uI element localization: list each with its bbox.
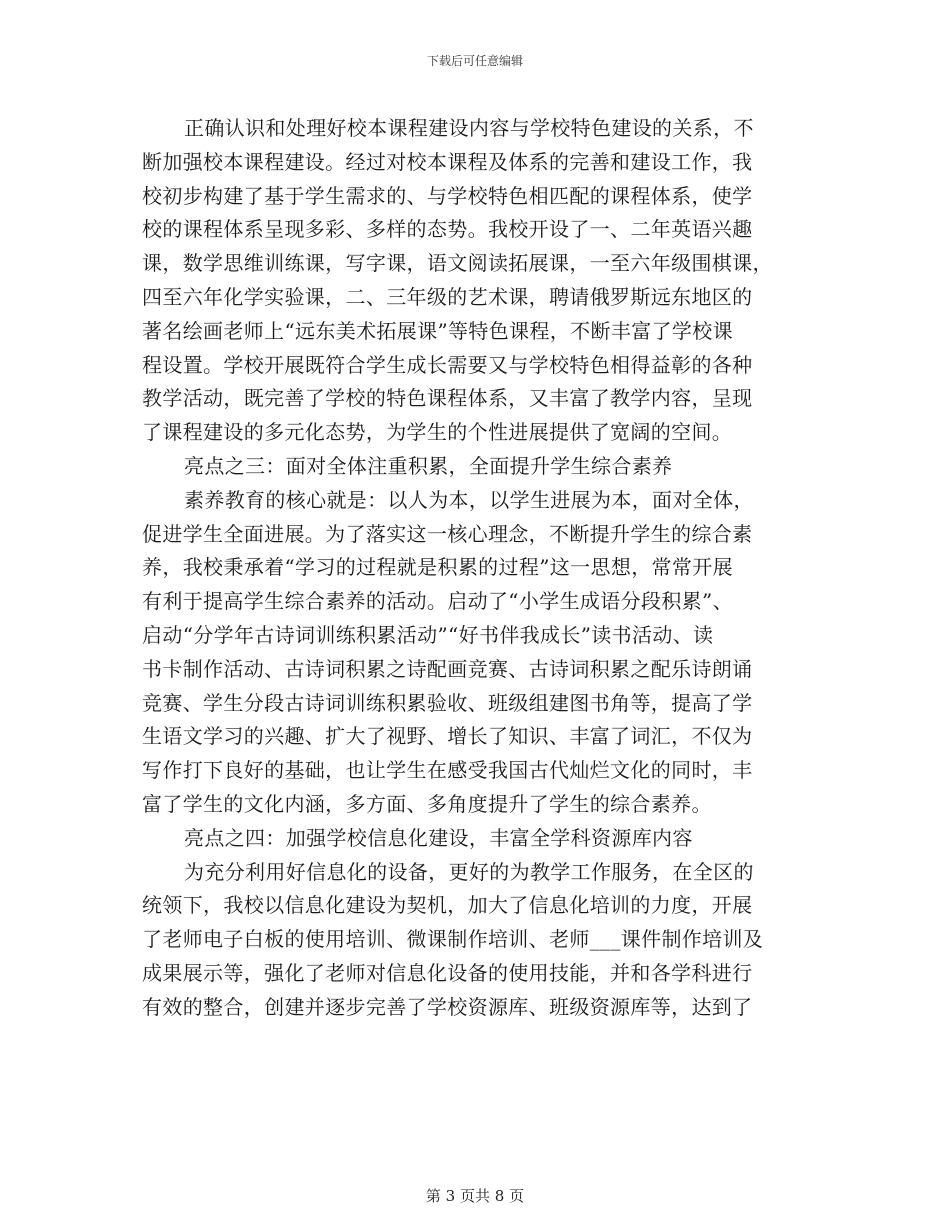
paragraph-line: 富了学生的文化内涵，多方面、多角度提升了学生的综合素养。 <box>142 791 712 816</box>
paragraph-line: 书卡制作活动、古诗词积累之诗配画竞赛、古诗词积累之配乐诗朗诵 <box>142 656 753 681</box>
paragraph-line: 正确认识和处理好校本课程建设内容与学校特色建设的关系，不 <box>184 116 754 140</box>
paragraph-line: 促进学生全面进展。为了落实这一核心理念，不断提升学生的综合素 <box>142 521 753 546</box>
paragraph-line: 素养教育的核心就是：以人为本，以学生进展为本，面对全体， <box>184 487 754 512</box>
paragraph-line: 统领下，我校以信息化建设为契机，加大了信息化培训的力度，开展 <box>142 893 753 918</box>
paragraph-line: 校的课程体系呈现多彩、多样的态势。我校开设了一、二年英语兴趣 <box>142 217 753 242</box>
paragraph-line: 课，数学思维训练课，写字课，语文阅读拓展课，一至六年级围棋课， <box>142 251 773 276</box>
paragraph-line: 竞赛、学生分段古诗词训练积累验收、班级组建图书角等，提高了学 <box>142 690 753 715</box>
paragraph-line: 养，我校秉承着“学习的过程就是积累的过程”这一思想，常常开展 <box>142 555 733 580</box>
paragraph-line: 启动“分学年古诗词训练积累活动”“好书伴我成长”读书活动、读 <box>142 622 714 647</box>
paragraph-line: 了老师电子白板的使用培训、微课制作培训、老师___课件制作培训及 <box>142 927 764 952</box>
document-body <box>142 112 802 1025</box>
paragraph-line: 了课程建设的多元化态势，为学生的个性进展提供了宽阔的空间。 <box>142 420 733 445</box>
paragraph-line: 为充分利用好信息化的设备，更好的为教学工作服务，在全区的 <box>184 859 754 884</box>
paragraph-line: 程设置。学校开展既符合学生成长需要又与学校特色相得益彰的各种 <box>142 352 753 377</box>
paragraph-line: 写作打下良好的基础，也让学生在感受我国古代灿烂文化的同时，丰 <box>142 758 753 783</box>
section-heading: 亮点之四：加强学校信息化建设，丰富全学科资源库内容 <box>184 825 693 850</box>
paragraph-line: 成果展示等，强化了老师对信息化设备的使用技能，并和各学科进行 <box>142 960 753 985</box>
section-heading: 亮点之三：面对全体注重积累，全面提升学生综合素养 <box>184 453 673 478</box>
paragraph-line: 校初步构建了基于学生需求的、与学校特色相匹配的课程体系，使学 <box>142 183 753 208</box>
paragraph-line: 著名绘画老师上“远东美术拓展课”等特色课程，不断丰富了学校课 <box>142 318 733 343</box>
page-footer: 第 3 页共 8 页 <box>425 1187 525 1205</box>
paragraph-line: 四至六年化学实验课，二、三年级的艺术课，聘请俄罗斯远东地区的 <box>142 284 753 309</box>
paragraph-line: 有利于提高学生综合素养的活动。启动了“小学生成语分段积累”、 <box>142 589 733 614</box>
page-header: 下载后可任意编辑 <box>426 54 523 68</box>
paragraph-line: 有效的整合，创建并逐步完善了学校资源库、班级资源库等，达到了 <box>142 994 753 1019</box>
paragraph-line: 生语文学习的兴趣、扩大了视野、增长了知识、丰富了词汇，不仅为 <box>142 724 753 749</box>
paragraph-line: 教学活动，既完善了学校的特色课程体系，又丰富了教学内容，呈现 <box>142 386 753 411</box>
paragraph-line: 断加强校本课程建设。经过对校本课程及体系的完善和建设工作，我 <box>142 149 753 174</box>
